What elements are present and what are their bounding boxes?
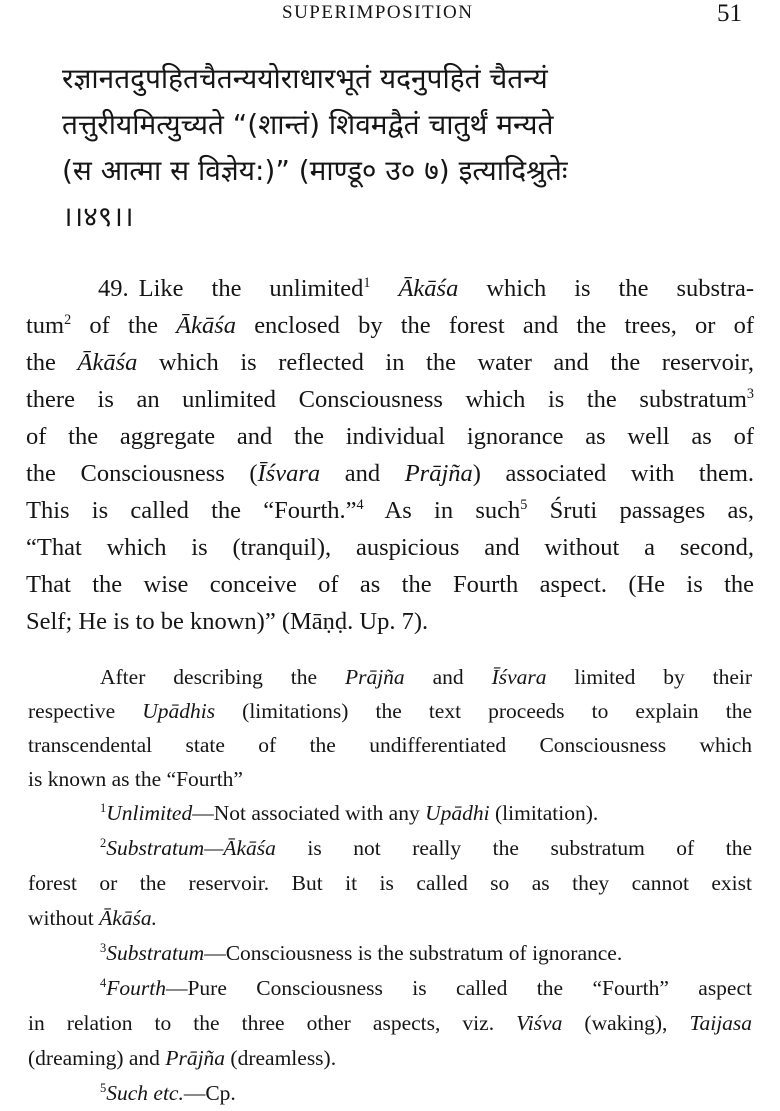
text-line: forest or the reservoir. But it is called so as they cannot exist <box>28 871 752 895</box>
text-line: Self; He is to be known)” (Māṇḍ. Up. 7). <box>26 608 429 635</box>
footnotes <box>28 796 752 1111</box>
text-line: there is an unlimited Consciousness which is the substratum$^3$ <box>26 385 754 413</box>
text-line: in relation to the three other aspects, viz. Viśva (waking), Taijasa <box>28 1011 753 1035</box>
commentary-paragraph <box>28 660 752 796</box>
sanskrit-line: तत्तुरीयमित्युच्यते “(शान्तं) शिवमद्वैतं चातुर्थं मन्यते <box>62 108 554 141</box>
text-line: respective Upādhis (limitations) the text proceeds to explain the <box>28 699 752 723</box>
text-line: of the aggregate and the individual ignorance as well as of <box>26 423 754 450</box>
footnote-ref: 1 <box>363 274 371 291</box>
text-line: “That which is (tranquil), auspicious and without a second, <box>26 534 754 561</box>
footnote-3: $^3$Substratum—Consciousness is the substratum of ignorance. <box>100 940 623 965</box>
text-line: 49. Like the unlimited$^1$ Ākāśa which is the substra- <box>98 274 755 302</box>
sanskrit-verse-number: ।।४९।। <box>62 200 134 233</box>
sanskrit-line: (स आत्मा स विज्ञेय:)” (माण्डू० उ० ७) इत्यादिश्रुतेः <box>62 154 568 187</box>
text-line: This is called the “Fourth.”$^4$ As in such$^5$ Śruti passages as, <box>26 496 754 524</box>
text-line: is known as the “Fourth” <box>28 767 243 791</box>
verse-number: 49. <box>98 275 129 302</box>
text-line: That the wise conceive of as the Fourth aspect. (He is the <box>26 571 754 598</box>
text-line: After describing the Prājña and Īśvara limited by their <box>100 665 753 689</box>
text-line: the Consciousness (Īśvara and Prājña) associated with them. <box>26 460 755 487</box>
footnote-5: $^5$Such etc.—Cp. <box>100 1080 236 1105</box>
page-number: 51 <box>717 0 742 27</box>
translation-paragraph <box>26 270 754 640</box>
footnote-1: $^1$Unlimited—Not associated with any Upādhi (limitation). <box>100 800 599 825</box>
text-line: without Ākāśa. <box>28 906 157 930</box>
text-line: tum$^2$ of the Ākāśa enclosed by the forest and the trees, or of <box>26 311 755 339</box>
text-line: transcendental state of the undifferentiated Consciousness which <box>28 733 752 757</box>
footnote-ref: 4 <box>356 496 364 513</box>
sanskrit-line: रज्ञानतदुपहितचैतन्ययोराधारभूतं यदनुपहितं चैतन्यं <box>62 62 548 95</box>
footnote-ref: 2 <box>64 311 72 328</box>
text-line: the Ākāśa which is reflected in the water and the reservoir, <box>26 349 755 376</box>
text-line: (dreaming) and Prājña (dreamless). <box>28 1046 337 1070</box>
footnote-ref: 5 <box>520 496 528 513</box>
footnote-2: $^2$Substratum—Ākāśa is not really the substratum of the <box>100 835 752 860</box>
sanskrit-verse <box>62 56 762 240</box>
footnote-4: $^4$Fourth—Pure Consciousness is called the “Fourth” aspect <box>100 975 752 1000</box>
running-head: SUPERIMPOSITION <box>282 2 474 23</box>
footnote-ref: 3 <box>746 385 754 402</box>
